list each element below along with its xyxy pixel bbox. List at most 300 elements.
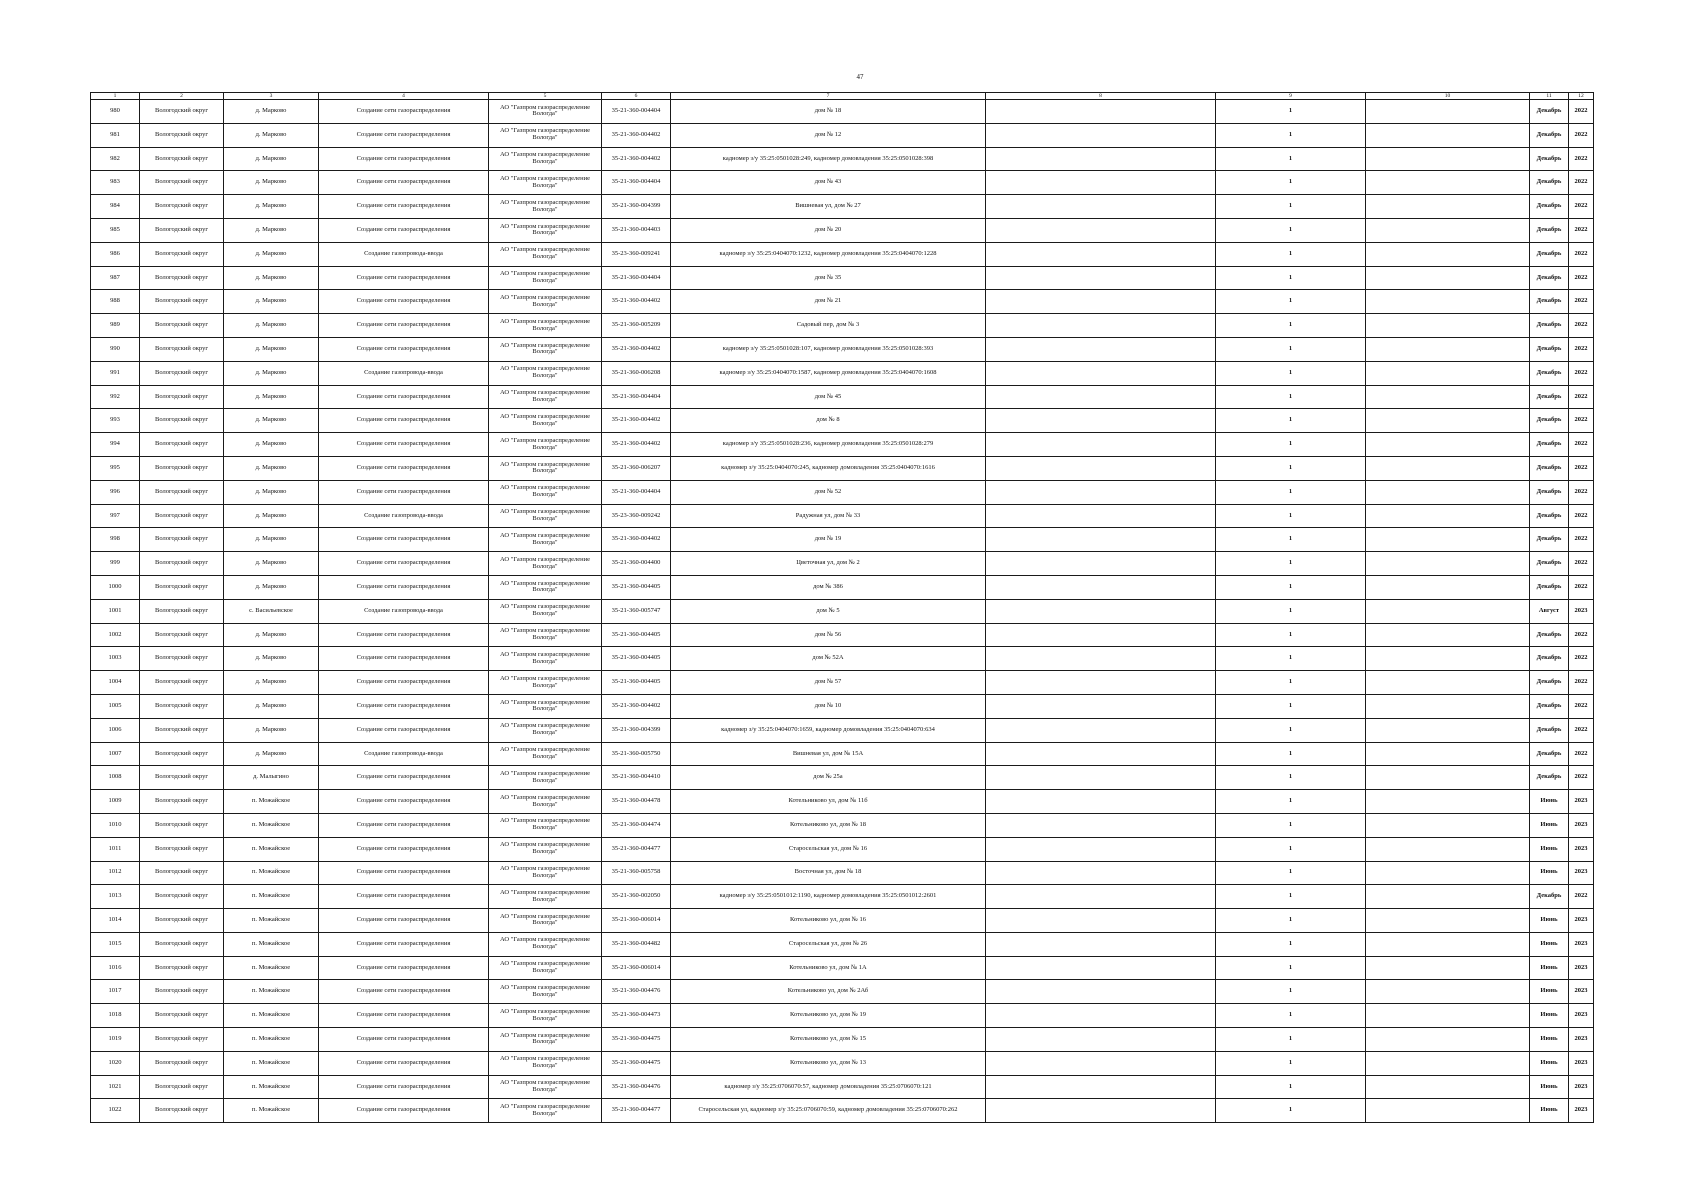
- count-cell: 1: [1216, 409, 1366, 433]
- okrug-cell: Вологодский округ: [140, 790, 224, 814]
- row-number-cell: 1010: [91, 813, 140, 837]
- empty-cell: [986, 171, 1216, 195]
- object-code-cell: 35-21-360-004402: [602, 147, 671, 171]
- year-cell: 2022: [1569, 195, 1594, 219]
- okrug-cell: Вологодский округ: [140, 647, 224, 671]
- row-number-cell: 992: [91, 385, 140, 409]
- year-cell: 2022: [1569, 623, 1594, 647]
- table-row: [91, 480, 1594, 504]
- empty-cell: [1366, 385, 1530, 409]
- work-type-cell: Создание газопровода-ввода: [319, 361, 489, 385]
- month-cell: Июнь: [1530, 956, 1569, 980]
- empty-cell: [1366, 409, 1530, 433]
- table-row: [91, 171, 1594, 195]
- row-number-cell: 1009: [91, 790, 140, 814]
- month-cell: Июнь: [1530, 980, 1569, 1004]
- month-cell: Декабрь: [1530, 361, 1569, 385]
- month-cell: Декабрь: [1530, 456, 1569, 480]
- address-cell: Котельниково ул, дом № 13: [671, 1051, 986, 1075]
- settlement-cell: п. Можайское: [224, 1099, 319, 1123]
- object-code-cell: 35-21-360-002050: [602, 885, 671, 909]
- empty-cell: [1366, 671, 1530, 695]
- row-number-cell: 1003: [91, 647, 140, 671]
- month-cell: Август: [1530, 599, 1569, 623]
- address-cell: дом № 386: [671, 575, 986, 599]
- address-cell: Котельниково ул, дом № 11б: [671, 790, 986, 814]
- empty-cell: [1366, 1075, 1530, 1099]
- empty-cell: [1366, 1028, 1530, 1052]
- month-cell: Июнь: [1530, 813, 1569, 837]
- year-cell: 2023: [1569, 599, 1594, 623]
- object-code-cell: 35-21-360-004477: [602, 837, 671, 861]
- column-number: 1: [91, 93, 140, 100]
- empty-cell: [1366, 813, 1530, 837]
- settlement-cell: с. Васильевское: [224, 599, 319, 623]
- object-code-cell: 35-21-360-004475: [602, 1028, 671, 1052]
- work-type-cell: Создание сети газораспределения: [319, 100, 489, 124]
- settlement-cell: п. Можайское: [224, 1051, 319, 1075]
- empty-cell: [1366, 623, 1530, 647]
- object-code-cell: 35-21-360-006014: [602, 956, 671, 980]
- table-row: [91, 1004, 1594, 1028]
- count-cell: 1: [1216, 218, 1366, 242]
- empty-cell: [1366, 100, 1530, 124]
- object-code-cell: 35-21-360-004400: [602, 552, 671, 576]
- row-number-cell: 984: [91, 195, 140, 219]
- table-row: [91, 766, 1594, 790]
- year-cell: 2022: [1569, 147, 1594, 171]
- work-type-cell: Создание сети газораспределения: [319, 980, 489, 1004]
- organization-cell: АО "Газпром газораспределение Вологда": [489, 218, 602, 242]
- settlement-cell: д. Марково: [224, 195, 319, 219]
- okrug-cell: Вологодский округ: [140, 956, 224, 980]
- table-row: [91, 100, 1594, 124]
- empty-cell: [1366, 242, 1530, 266]
- row-number-cell: 981: [91, 123, 140, 147]
- table-row: [91, 647, 1594, 671]
- year-cell: 2022: [1569, 528, 1594, 552]
- empty-cell: [986, 575, 1216, 599]
- empty-cell: [986, 1051, 1216, 1075]
- object-code-cell: 35-21-360-004482: [602, 932, 671, 956]
- address-cell: кадномер з/у 35:25:0501028:249, кадномер домовладения 35:25:0501028:398: [671, 147, 986, 171]
- row-number-cell: 985: [91, 218, 140, 242]
- row-number-cell: 995: [91, 456, 140, 480]
- empty-cell: [986, 694, 1216, 718]
- address-cell: Вишневая ул, дом № 27: [671, 195, 986, 219]
- empty-cell: [986, 956, 1216, 980]
- object-code-cell: 35-21-360-004404: [602, 480, 671, 504]
- address-cell: Старосельская ул, кадномер з/у 35:25:0706070:59, кадномер домовладения 35:25:0706070:262: [671, 1099, 986, 1123]
- empty-cell: [986, 147, 1216, 171]
- month-cell: Июнь: [1530, 790, 1569, 814]
- settlement-cell: д. Марково: [224, 552, 319, 576]
- row-number-cell: 1001: [91, 599, 140, 623]
- month-cell: Июнь: [1530, 1028, 1569, 1052]
- work-type-cell: Создание сети газораспределения: [319, 813, 489, 837]
- organization-cell: АО "Газпром газораспределение Вологда": [489, 504, 602, 528]
- column-number: 3: [224, 93, 319, 100]
- object-code-cell: 35-21-360-004473: [602, 1004, 671, 1028]
- year-cell: 2022: [1569, 671, 1594, 695]
- year-cell: 2023: [1569, 837, 1594, 861]
- work-type-cell: Создание сети газораспределения: [319, 861, 489, 885]
- count-cell: 1: [1216, 171, 1366, 195]
- empty-cell: [986, 242, 1216, 266]
- month-cell: Декабрь: [1530, 385, 1569, 409]
- object-code-cell: 35-21-360-005209: [602, 314, 671, 338]
- count-cell: 1: [1216, 147, 1366, 171]
- okrug-cell: Вологодский округ: [140, 575, 224, 599]
- okrug-cell: Вологодский округ: [140, 147, 224, 171]
- settlement-cell: п. Можайское: [224, 790, 319, 814]
- work-type-cell: Создание сети газораспределения: [319, 290, 489, 314]
- empty-cell: [1366, 528, 1530, 552]
- organization-cell: АО "Газпром газораспределение Вологда": [489, 623, 602, 647]
- table-row: [91, 980, 1594, 1004]
- month-cell: Декабрь: [1530, 718, 1569, 742]
- year-cell: 2022: [1569, 100, 1594, 124]
- object-code-cell: 35-21-360-004405: [602, 647, 671, 671]
- table-row: [91, 242, 1594, 266]
- address-cell: дом № 43: [671, 171, 986, 195]
- address-cell: дом № 52: [671, 480, 986, 504]
- empty-cell: [986, 766, 1216, 790]
- work-type-cell: Создание сети газораспределения: [319, 266, 489, 290]
- organization-cell: АО "Газпром газораспределение Вологда": [489, 956, 602, 980]
- object-code-cell: 35-21-360-004478: [602, 790, 671, 814]
- empty-cell: [1366, 456, 1530, 480]
- empty-cell: [986, 623, 1216, 647]
- okrug-cell: Вологодский округ: [140, 100, 224, 124]
- column-number: 8: [986, 93, 1216, 100]
- empty-cell: [986, 552, 1216, 576]
- empty-cell: [1366, 504, 1530, 528]
- empty-cell: [1366, 171, 1530, 195]
- work-type-cell: Создание сети газораспределения: [319, 837, 489, 861]
- month-cell: Декабрь: [1530, 766, 1569, 790]
- work-type-cell: Создание газопровода-ввода: [319, 242, 489, 266]
- month-cell: Декабрь: [1530, 290, 1569, 314]
- empty-cell: [986, 909, 1216, 933]
- row-number-cell: 990: [91, 337, 140, 361]
- month-cell: Декабрь: [1530, 266, 1569, 290]
- count-cell: 1: [1216, 123, 1366, 147]
- work-type-cell: Создание сети газораспределения: [319, 314, 489, 338]
- month-cell: Декабрь: [1530, 314, 1569, 338]
- okrug-cell: Вологодский округ: [140, 1004, 224, 1028]
- empty-cell: [1366, 480, 1530, 504]
- row-number-cell: 991: [91, 361, 140, 385]
- table-row: [91, 123, 1594, 147]
- count-cell: 1: [1216, 694, 1366, 718]
- okrug-cell: Вологодский округ: [140, 552, 224, 576]
- address-cell: дом № 5: [671, 599, 986, 623]
- table-row: [91, 1028, 1594, 1052]
- year-cell: 2022: [1569, 409, 1594, 433]
- okrug-cell: Вологодский округ: [140, 480, 224, 504]
- month-cell: Июнь: [1530, 1004, 1569, 1028]
- row-number-cell: 997: [91, 504, 140, 528]
- okrug-cell: Вологодский округ: [140, 314, 224, 338]
- work-type-cell: Создание сети газораспределения: [319, 171, 489, 195]
- settlement-cell: д. Марково: [224, 361, 319, 385]
- okrug-cell: Вологодский округ: [140, 813, 224, 837]
- work-type-cell: Создание сети газораспределения: [319, 790, 489, 814]
- settlement-cell: д. Марково: [224, 480, 319, 504]
- settlement-cell: д. Марково: [224, 385, 319, 409]
- object-code-cell: 35-21-360-004404: [602, 100, 671, 124]
- settlement-cell: д. Марково: [224, 123, 319, 147]
- address-cell: кадномер з/у 35:25:0404070:1232, кадномер домовладения 35:25:0404070:1228: [671, 242, 986, 266]
- row-number-cell: 1022: [91, 1099, 140, 1123]
- year-cell: 2023: [1569, 980, 1594, 1004]
- organization-cell: АО "Газпром газораспределение Вологда": [489, 1051, 602, 1075]
- table-row: [91, 956, 1594, 980]
- empty-cell: [986, 790, 1216, 814]
- object-code-cell: 35-21-360-004404: [602, 385, 671, 409]
- work-type-cell: Создание сети газораспределения: [319, 552, 489, 576]
- work-type-cell: Создание сети газораспределения: [319, 623, 489, 647]
- organization-cell: АО "Газпром газораспределение Вологда": [489, 671, 602, 695]
- empty-cell: [1366, 837, 1530, 861]
- okrug-cell: Вологодский округ: [140, 433, 224, 457]
- organization-cell: АО "Газпром газораспределение Вологда": [489, 861, 602, 885]
- empty-cell: [1366, 337, 1530, 361]
- month-cell: Декабрь: [1530, 409, 1569, 433]
- count-cell: 1: [1216, 337, 1366, 361]
- table-row: [91, 599, 1594, 623]
- okrug-cell: Вологодский округ: [140, 361, 224, 385]
- month-cell: Декабрь: [1530, 671, 1569, 695]
- okrug-cell: Вологодский округ: [140, 290, 224, 314]
- count-cell: 1: [1216, 813, 1366, 837]
- count-cell: 1: [1216, 456, 1366, 480]
- address-cell: дом № 57: [671, 671, 986, 695]
- okrug-cell: Вологодский округ: [140, 1075, 224, 1099]
- organization-cell: АО "Газпром газораспределение Вологда": [489, 694, 602, 718]
- object-code-cell: 35-21-360-006208: [602, 361, 671, 385]
- address-cell: кадномер з/у 35:25:0706070:57, кадномер домовладения 35:25:0706070:121: [671, 1075, 986, 1099]
- object-code-cell: 35-21-360-004402: [602, 337, 671, 361]
- row-number-cell: 996: [91, 480, 140, 504]
- empty-cell: [986, 647, 1216, 671]
- organization-cell: АО "Газпром газораспределение Вологда": [489, 1075, 602, 1099]
- address-cell: кадномер з/у 35:25:0404070:1587, кадномер домовладения 35:25:0404070:1608: [671, 361, 986, 385]
- table-row: [91, 266, 1594, 290]
- table-row: [91, 813, 1594, 837]
- month-cell: Декабрь: [1530, 552, 1569, 576]
- work-type-cell: Создание сети газораспределения: [319, 1099, 489, 1123]
- object-code-cell: 35-21-360-004475: [602, 1051, 671, 1075]
- table-row: [91, 623, 1594, 647]
- address-cell: дом № 21: [671, 290, 986, 314]
- empty-cell: [1366, 1051, 1530, 1075]
- empty-cell: [986, 837, 1216, 861]
- row-number-cell: 999: [91, 552, 140, 576]
- year-cell: 2022: [1569, 361, 1594, 385]
- year-cell: 2022: [1569, 433, 1594, 457]
- empty-cell: [1366, 266, 1530, 290]
- settlement-cell: д. Марково: [224, 409, 319, 433]
- organization-cell: АО "Газпром газораспределение Вологда": [489, 290, 602, 314]
- table-row: [91, 528, 1594, 552]
- empty-cell: [986, 885, 1216, 909]
- year-cell: 2023: [1569, 932, 1594, 956]
- count-cell: 1: [1216, 718, 1366, 742]
- organization-cell: АО "Газпром газораспределение Вологда": [489, 909, 602, 933]
- empty-cell: [1366, 742, 1530, 766]
- count-cell: 1: [1216, 1004, 1366, 1028]
- settlement-cell: д. Марково: [224, 671, 319, 695]
- row-number-cell: 1021: [91, 1075, 140, 1099]
- work-type-cell: Создание сети газораспределения: [319, 528, 489, 552]
- organization-cell: АО "Газпром газораспределение Вологда": [489, 385, 602, 409]
- count-cell: 1: [1216, 195, 1366, 219]
- empty-cell: [1366, 766, 1530, 790]
- address-cell: кадномер з/у 35:25:0501012:1190, кадномер домовладения 35:25:0501012:2601: [671, 885, 986, 909]
- work-type-cell: Создание сети газораспределения: [319, 694, 489, 718]
- address-cell: Цветочная ул, дом № 2: [671, 552, 986, 576]
- count-cell: 1: [1216, 861, 1366, 885]
- column-number: 10: [1366, 93, 1530, 100]
- row-number-cell: 1011: [91, 837, 140, 861]
- okrug-cell: Вологодский округ: [140, 861, 224, 885]
- settlement-cell: п. Можайское: [224, 1028, 319, 1052]
- object-code-cell: 35-21-360-004403: [602, 218, 671, 242]
- empty-cell: [986, 528, 1216, 552]
- empty-cell: [986, 980, 1216, 1004]
- empty-cell: [1366, 718, 1530, 742]
- settlement-cell: д. Марково: [224, 433, 319, 457]
- settlement-cell: д. Марково: [224, 290, 319, 314]
- year-cell: 2022: [1569, 337, 1594, 361]
- column-number: 5: [489, 93, 602, 100]
- table-row: [91, 861, 1594, 885]
- object-code-cell: 35-21-360-004402: [602, 694, 671, 718]
- organization-cell: АО "Газпром газораспределение Вологда": [489, 885, 602, 909]
- address-cell: Котельниково ул, дом № 16: [671, 909, 986, 933]
- okrug-cell: Вологодский округ: [140, 671, 224, 695]
- work-type-cell: Создание газопровода-ввода: [319, 504, 489, 528]
- empty-cell: [986, 1004, 1216, 1028]
- okrug-cell: Вологодский округ: [140, 718, 224, 742]
- object-code-cell: 35-21-360-004399: [602, 195, 671, 219]
- address-cell: Восточная ул, дом № 18: [671, 861, 986, 885]
- table-row: [91, 718, 1594, 742]
- column-number-row: [91, 93, 1594, 100]
- okrug-cell: Вологодский округ: [140, 885, 224, 909]
- organization-cell: АО "Газпром газораспределение Вологда": [489, 242, 602, 266]
- count-cell: 1: [1216, 1099, 1366, 1123]
- work-type-cell: Создание сети газораспределения: [319, 409, 489, 433]
- empty-cell: [986, 480, 1216, 504]
- count-cell: 1: [1216, 385, 1366, 409]
- table-row: [91, 790, 1594, 814]
- object-code-cell: 35-21-360-004405: [602, 671, 671, 695]
- empty-cell: [986, 123, 1216, 147]
- year-cell: 2022: [1569, 385, 1594, 409]
- column-number: 4: [319, 93, 489, 100]
- row-number-cell: 980: [91, 100, 140, 124]
- empty-cell: [1366, 599, 1530, 623]
- address-cell: Котельниково ул, дом № 1А: [671, 956, 986, 980]
- row-number-cell: 1005: [91, 694, 140, 718]
- month-cell: Декабрь: [1530, 528, 1569, 552]
- address-cell: кадномер з/у 35:25:0501028:236, кадномер домовладения 35:25:0501028:279: [671, 433, 986, 457]
- empty-cell: [1366, 647, 1530, 671]
- work-type-cell: Создание сети газораспределения: [319, 1051, 489, 1075]
- object-code-cell: 35-21-360-004404: [602, 266, 671, 290]
- work-type-cell: Создание сети газораспределения: [319, 766, 489, 790]
- empty-cell: [1366, 1099, 1530, 1123]
- okrug-cell: Вологодский округ: [140, 623, 224, 647]
- year-cell: 2022: [1569, 171, 1594, 195]
- row-number-cell: 1017: [91, 980, 140, 1004]
- month-cell: Декабрь: [1530, 575, 1569, 599]
- settlement-cell: д. Марково: [224, 504, 319, 528]
- empty-cell: [986, 100, 1216, 124]
- empty-cell: [986, 1028, 1216, 1052]
- address-cell: дом № 10: [671, 694, 986, 718]
- work-type-cell: Создание сети газораспределения: [319, 337, 489, 361]
- row-number-cell: 1014: [91, 909, 140, 933]
- empty-cell: [986, 718, 1216, 742]
- object-code-cell: 35-21-360-005750: [602, 742, 671, 766]
- empty-cell: [986, 742, 1216, 766]
- object-code-cell: 35-21-360-004402: [602, 290, 671, 314]
- work-type-cell: Создание сети газораспределения: [319, 1028, 489, 1052]
- count-cell: 1: [1216, 790, 1366, 814]
- month-cell: Декабрь: [1530, 147, 1569, 171]
- count-cell: 1: [1216, 1051, 1366, 1075]
- table-row: [91, 409, 1594, 433]
- settlement-cell: д. Марково: [224, 171, 319, 195]
- okrug-cell: Вологодский округ: [140, 218, 224, 242]
- month-cell: Декабрь: [1530, 623, 1569, 647]
- organization-cell: АО "Газпром газораспределение Вологда": [489, 528, 602, 552]
- address-cell: кадномер з/у 35:25:0404070:1659, кадномер домовладения 35:25:0404070:634: [671, 718, 986, 742]
- table-row: [91, 147, 1594, 171]
- empty-cell: [1366, 290, 1530, 314]
- settlement-cell: д. Марково: [224, 314, 319, 338]
- okrug-cell: Вологодский округ: [140, 504, 224, 528]
- count-cell: 1: [1216, 552, 1366, 576]
- month-cell: Июнь: [1530, 837, 1569, 861]
- year-cell: 2023: [1569, 1051, 1594, 1075]
- organization-cell: АО "Газпром газораспределение Вологда": [489, 837, 602, 861]
- settlement-cell: д. Марково: [224, 575, 319, 599]
- row-number-cell: 1006: [91, 718, 140, 742]
- object-code-cell: 35-21-360-004405: [602, 575, 671, 599]
- month-cell: Декабрь: [1530, 100, 1569, 124]
- table-row: [91, 885, 1594, 909]
- object-code-cell: 35-21-360-004474: [602, 813, 671, 837]
- count-cell: 1: [1216, 956, 1366, 980]
- month-cell: Декабрь: [1530, 885, 1569, 909]
- empty-cell: [1366, 314, 1530, 338]
- year-cell: 2022: [1569, 742, 1594, 766]
- empty-cell: [986, 337, 1216, 361]
- year-cell: 2023: [1569, 1028, 1594, 1052]
- okrug-cell: Вологодский округ: [140, 980, 224, 1004]
- column-number: 11: [1530, 93, 1569, 100]
- table-row: [91, 361, 1594, 385]
- count-cell: 1: [1216, 909, 1366, 933]
- object-code-cell: 35-21-360-005758: [602, 861, 671, 885]
- empty-cell: [1366, 1004, 1530, 1028]
- month-cell: Декабрь: [1530, 647, 1569, 671]
